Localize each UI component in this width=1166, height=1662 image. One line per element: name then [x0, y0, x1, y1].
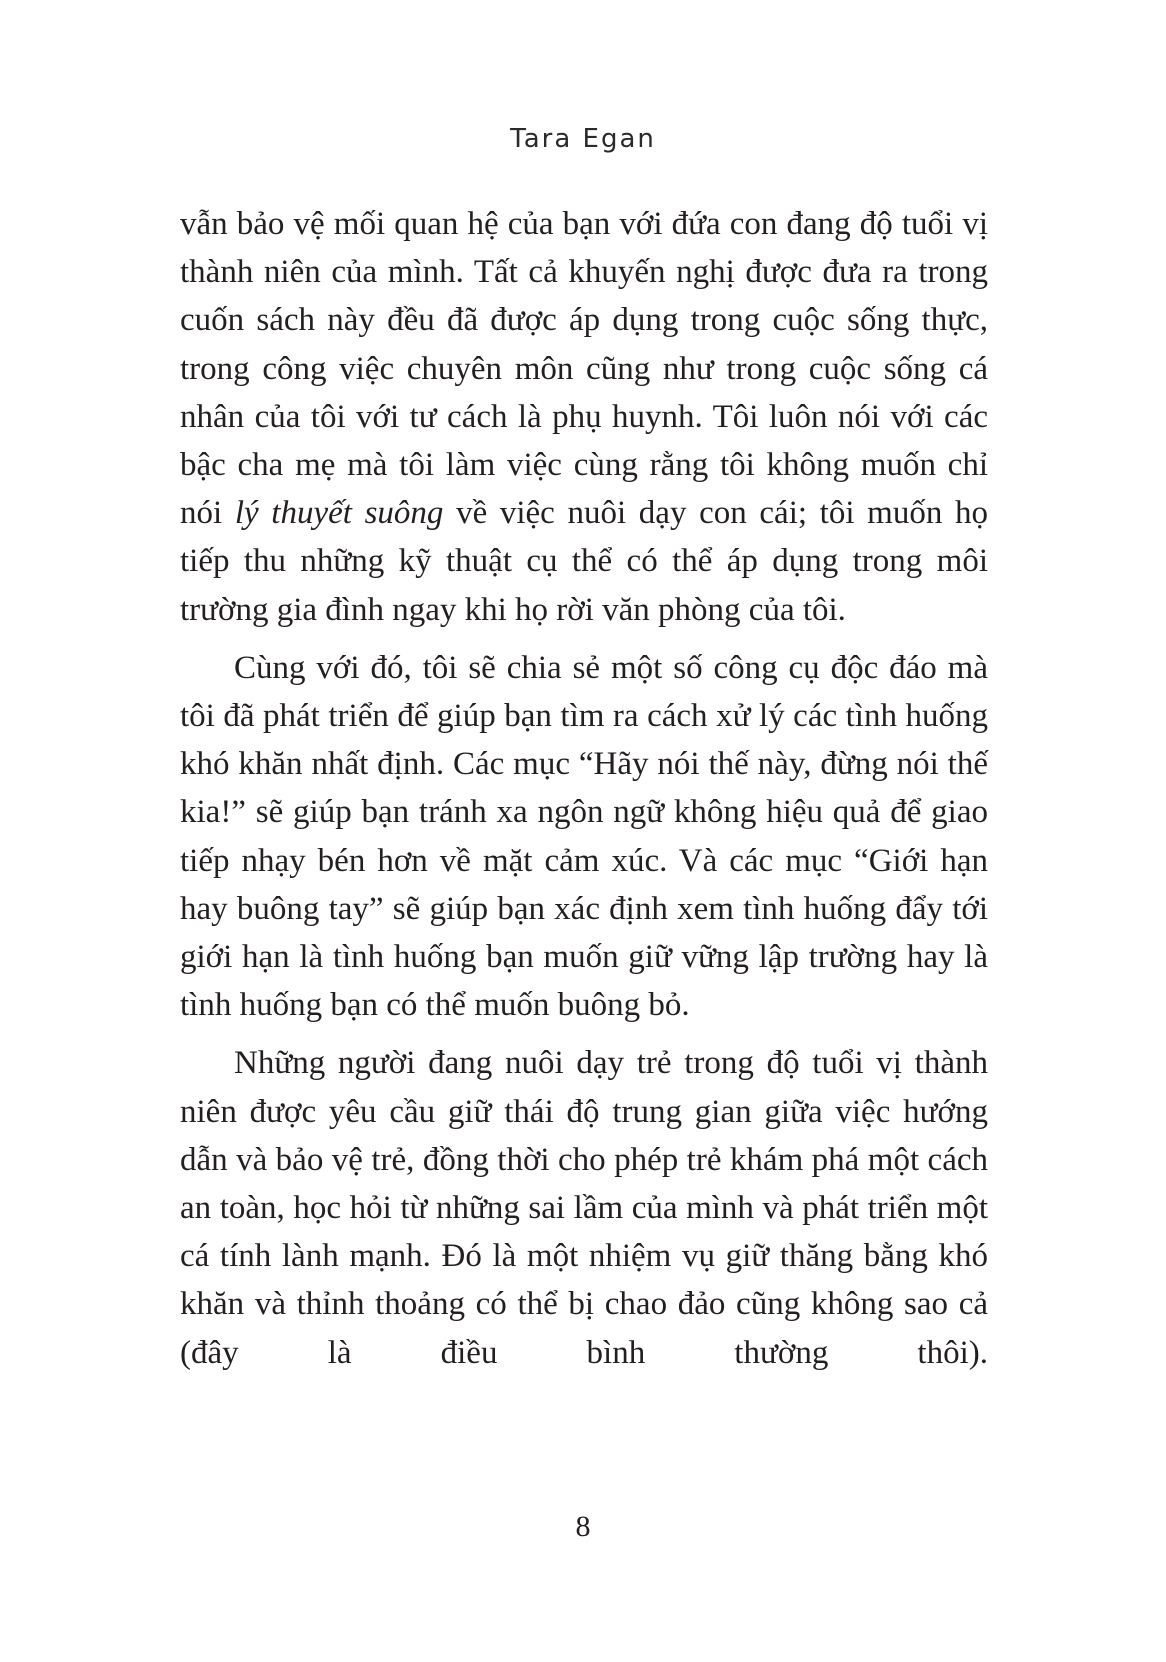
page-number: 8 — [575, 1510, 591, 1543]
paragraph-1-text-start: vẫn bảo vệ mối quan hệ của bạn với đứa con đang độ tuổi vị thành niên của mình. Tất cả khuyến nghị được đưa ra trong cuốn sách này đều đã được áp dụng trong cuộc sống thực, trong công việc chuyên môn cũng như trong cuộc sống cá nhân của tôi với tư cách là phụ huynh. Tôi luôn nói với các bậc cha mẹ mà tôi làm việc cùng rằng tôi không muốn chỉ nói — [180, 206, 988, 532]
paragraph-1-italic-phrase: lý thuyết suông — [234, 495, 444, 532]
running-header-author: Tara Egan — [510, 124, 656, 154]
paragraph-2: Cùng với đó, tôi sẽ chia sẻ một số công cụ độc đáo mà tôi đã phát triển để giúp bạn tìm ra cách xử lý các tình huống khó khăn nhất định. Các mục “Hãy nói thế này, đừng nói thế kia!” sẽ giúp bạn tránh xa ngôn ngữ không hiệu quả để giao tiếp nhạy bén hơn về mặt cảm xúc. Và các mục “Giới hạn hay buông tay” sẽ giúp bạn xác định xem tình huống đẩy tới giới hạn là tình huống bạn muốn giữ vững lập trường hay là tình huống bạn có thể muốn buông bỏ. — [180, 649, 988, 1024]
paragraph-3: Những người đang nuôi dạy trẻ trong độ tuổi vị thành niên được yêu cầu giữ thái độ trung gian giữa việc hướng dẫn và bảo vệ trẻ, đồng thời cho phép trẻ khám phá một cách an toàn, học hỏi từ những sai lầm của mình và phát triển một cá tính lành mạnh. Đó là một nhiệm vụ giữ thăng bằng khó khăn và thỉnh thoảng có thể bị chao đảo cũng không sao cả (đây là điều bình thường thôi). — [180, 1045, 988, 1371]
paragraph-1 — [180, 200, 988, 634]
body-text — [180, 200, 988, 1387]
paragraph-1-text-end: về việc nuôi dạy con cái; tôi muốn họ tiếp thu những kỹ thuật cụ thể có thể áp dụng trong môi trường gia đình ngay khi họ rời văn phòng của tôi. — [180, 495, 988, 628]
